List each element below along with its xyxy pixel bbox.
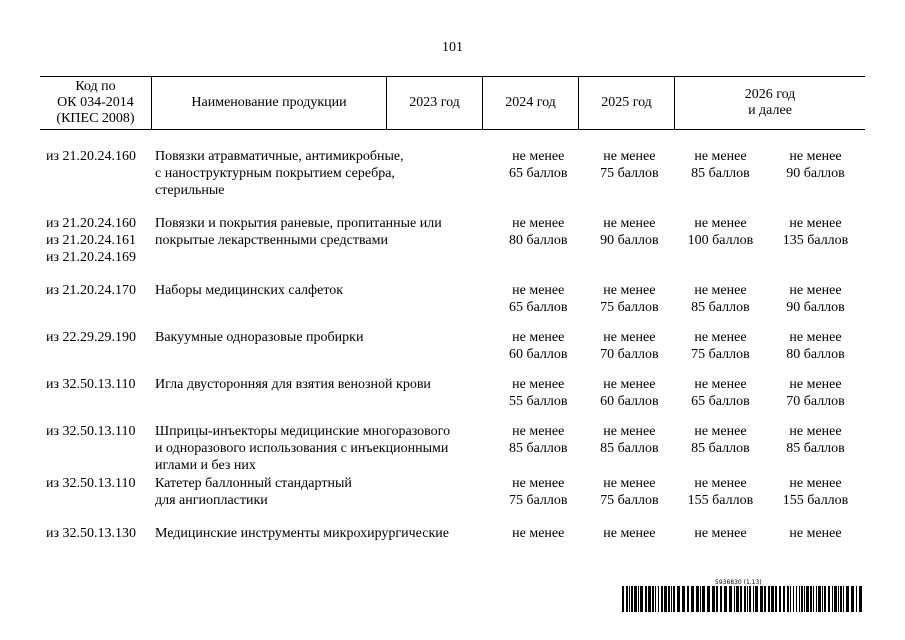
target-value-cell (493, 215, 584, 266)
target-value-cell (675, 148, 766, 199)
target-value-line: 85 баллов (600, 441, 659, 456)
barcode-bar (747, 586, 748, 612)
target-value-line: не менее (789, 476, 842, 491)
target-value-line: не менее (512, 476, 565, 491)
product-name-cell (150, 148, 493, 199)
product-name-line: для ангиопластики (154, 493, 268, 508)
target-value-line: не менее (694, 149, 747, 164)
product-code: из 32.50.13.110 (46, 476, 136, 491)
barcode-bar (768, 586, 770, 612)
target-value-line: 85 баллов (691, 441, 750, 456)
product-name-cell (150, 376, 493, 410)
product-code: из 32.50.13.130 (46, 526, 137, 541)
target-value-line: 70 баллов (600, 347, 659, 362)
target-value-line: не менее (789, 149, 842, 164)
barcode-bar (816, 586, 817, 612)
barcode-bar (760, 586, 763, 612)
product-code: из 32.50.13.110 (46, 377, 136, 392)
target-value-line: 75 баллов (508, 493, 568, 508)
target-value-line: не менее (694, 377, 747, 392)
product-name-line: Вакуумные одноразовые пробирки (154, 330, 364, 345)
target-value-line: не менее (512, 424, 565, 439)
barcode-bar (796, 586, 797, 612)
target-value-line: не менее (603, 377, 656, 392)
barcode-bar (793, 586, 794, 612)
product-code-cell (40, 282, 150, 316)
target-value-line: не менее (603, 216, 656, 231)
product-name-cell (150, 215, 493, 266)
barcode-image (622, 586, 865, 612)
barcode-bar (744, 586, 746, 612)
barcode-bar (843, 586, 844, 612)
barcode-bar (775, 586, 777, 612)
target-value-line: не менее (789, 330, 842, 345)
barcode-bar (859, 586, 862, 612)
header-2026-line: и далее (748, 103, 792, 118)
barcode-bar (753, 586, 754, 612)
barcode-bar (648, 586, 651, 612)
barcode-bar (626, 586, 628, 612)
target-value-line: 75 баллов (600, 493, 659, 508)
barcode-bar (818, 586, 821, 612)
target-value-line: 80 баллов (786, 347, 845, 362)
barcode-bar (671, 586, 672, 612)
target-value-line: не менее (789, 283, 842, 298)
product-name-line: Катетер баллонный стандартный (154, 476, 352, 491)
barcode-bar (712, 586, 715, 612)
barcode-bar (702, 586, 705, 612)
barcode-bar (834, 586, 837, 612)
barcode-bar (677, 586, 680, 612)
barcode-label: 5936830 (1.13) (715, 579, 762, 586)
target-value-line: не менее (789, 216, 842, 231)
target-value-line: 65 баллов (691, 394, 750, 409)
target-value-line: 60 баллов (600, 394, 659, 409)
target-value-line: 70 баллов (786, 394, 845, 409)
target-value-cell (584, 475, 675, 509)
product-code: из 21.20.24.161 (46, 233, 137, 248)
barcode-bar (652, 586, 654, 612)
barcode-bar (799, 586, 800, 612)
target-value-cell (766, 376, 865, 410)
barcode-bar (740, 586, 742, 612)
barcode-bar (838, 586, 839, 612)
target-value-cell (584, 215, 675, 266)
target-value-line: 65 баллов (508, 166, 568, 181)
target-value-line: не менее (694, 216, 747, 231)
target-value-line: 85 баллов (691, 166, 750, 181)
barcode-bar (801, 586, 803, 612)
header-code-line: ОК 034-2014 (57, 95, 134, 110)
target-value-line: 135 баллов (782, 233, 849, 248)
target-value-line: 155 баллов (687, 493, 754, 508)
barcode-bar (634, 586, 637, 612)
target-value-line: 90 баллов (786, 166, 845, 181)
product-name-line: покрытые лекарственными средствами (154, 233, 388, 248)
target-value-cell (766, 423, 865, 474)
table-row (40, 475, 865, 509)
barcode-bar (813, 586, 814, 612)
product-code-cell (40, 423, 150, 474)
barcode-bar (720, 586, 722, 612)
product-name-line: стерильные (154, 183, 225, 198)
target-value-line: не менее (694, 424, 747, 439)
barcode-bar (661, 586, 663, 612)
target-value-cell (584, 376, 675, 410)
target-value-line: 65 баллов (508, 300, 568, 315)
barcode-bar (658, 586, 659, 612)
target-value-line: 75 баллов (600, 166, 659, 181)
target-value-line: не менее (603, 330, 656, 345)
target-value-cell (675, 215, 766, 266)
header-2024: 2024 год (482, 77, 578, 129)
barcode-bar (645, 586, 647, 612)
target-value-line: 90 баллов (600, 233, 659, 248)
product-name-cell (150, 525, 493, 542)
product-code: из 32.50.13.110 (46, 424, 136, 439)
target-value-cell (493, 376, 584, 410)
product-name-line: с наноструктурным покрытием серебра, (154, 166, 395, 181)
target-value-cell (584, 423, 675, 474)
target-value-cell (675, 475, 766, 509)
product-name-line: Повязки и покрытия раневые, пропитанные или (154, 216, 442, 231)
product-code: из 22.29.29.190 (46, 330, 137, 345)
header-code-line: Код по (75, 79, 116, 94)
barcode-bar (828, 586, 830, 612)
table-row (40, 423, 865, 474)
product-code: из 21.20.24.160 (46, 149, 137, 164)
target-value-cell (766, 475, 865, 509)
barcode-bar (787, 586, 789, 612)
barcode-bar (729, 586, 732, 612)
barcode-bar (779, 586, 781, 612)
product-name-cell (150, 329, 493, 363)
target-value-line: 85 баллов (691, 300, 750, 315)
barcode-bar (673, 586, 675, 612)
target-value-line: 75 баллов (691, 347, 750, 362)
target-value-line: 55 баллов (508, 394, 568, 409)
target-value-line: не менее (694, 476, 747, 491)
product-code-cell (40, 475, 150, 509)
barcode-bar (696, 586, 699, 612)
target-value-cell (675, 329, 766, 363)
product-name-line: и одноразового использования с инъекционными (154, 441, 449, 456)
target-value-line: не менее (512, 526, 565, 541)
target-value-line: не менее (603, 476, 656, 491)
table-body (40, 148, 865, 542)
barcode-bar (783, 586, 785, 612)
barcode-bar (832, 586, 833, 612)
target-value-cell (675, 376, 766, 410)
target-value-cell (766, 525, 865, 542)
target-value-cell (766, 329, 865, 363)
barcode-bar (682, 586, 685, 612)
target-value-line: 100 баллов (687, 233, 754, 248)
table-row (40, 376, 865, 410)
barcode-bar (664, 586, 667, 612)
target-value-line: 60 баллов (508, 347, 568, 362)
target-value-line: не менее (694, 283, 747, 298)
table-row (40, 148, 865, 199)
target-value-cell (493, 525, 584, 542)
table-row (40, 282, 865, 316)
target-value-cell (766, 282, 865, 316)
target-value-cell (493, 148, 584, 199)
target-value-cell (766, 215, 865, 266)
table-header (40, 76, 865, 130)
barcode-bar (629, 586, 630, 612)
header-2026-line: 2026 год (744, 87, 796, 102)
target-value-cell (675, 525, 766, 542)
target-value-line: не менее (603, 424, 656, 439)
product-code: из 21.20.24.169 (46, 250, 137, 265)
target-value-cell (584, 148, 675, 199)
target-value-cell (584, 329, 675, 363)
product-code-cell (40, 525, 150, 542)
product-code-cell (40, 376, 150, 410)
target-value-line: не менее (603, 283, 656, 298)
barcode-bar (840, 586, 842, 612)
barcode-bar (707, 586, 710, 612)
target-value-line: не менее (789, 526, 842, 541)
target-value-cell (493, 329, 584, 363)
barcode-bar (736, 586, 739, 612)
table-row (40, 525, 865, 542)
barcode-bar (640, 586, 643, 612)
product-code-cell (40, 215, 150, 266)
target-value-cell (493, 423, 584, 474)
table-row (40, 329, 865, 363)
barcode-bar (755, 586, 758, 612)
barcode-bar (631, 586, 633, 612)
barcode-bar (771, 586, 774, 612)
header-code-line: (КПЕС 2008) (56, 111, 135, 126)
product-code-cell (40, 148, 150, 199)
barcode-bar (846, 586, 849, 612)
target-value-line: не менее (512, 377, 565, 392)
target-value-line: 80 баллов (508, 233, 568, 248)
target-value-line: не менее (512, 149, 565, 164)
product-name-line: Повязки атравматичные, антимикробные, (154, 149, 404, 164)
header-2025: 2025 год (578, 77, 674, 129)
table-row (40, 215, 865, 266)
target-value-line: 155 баллов (782, 493, 849, 508)
target-value-line: 75 баллов (600, 300, 659, 315)
target-value-line: не менее (603, 149, 656, 164)
target-value-cell (675, 423, 766, 474)
barcode-bar (790, 586, 791, 612)
product-name-line: иглами и без них (154, 458, 256, 473)
target-value-line: 85 баллов (786, 441, 845, 456)
header-code (40, 77, 151, 129)
target-value-line: не менее (512, 283, 565, 298)
barcode-bar (668, 586, 670, 612)
target-value-cell (493, 475, 584, 509)
header-2026 (674, 77, 865, 129)
barcode-bar (691, 586, 694, 612)
header-name: Наименование продукции (151, 77, 386, 129)
barcode-bar (622, 586, 624, 612)
target-value-line: не менее (789, 377, 842, 392)
page-number: 101 (442, 40, 463, 55)
target-value-cell (493, 282, 584, 316)
product-name-cell (150, 282, 493, 316)
product-name-line: Медицинские инструменты микрохирургические (154, 526, 449, 541)
product-name-line: Игла двусторонняя для взятия венозной крови (154, 377, 431, 392)
target-value-cell (584, 525, 675, 542)
barcode-bar (810, 586, 812, 612)
product-name-line: Шприцы-инъекторы медицинские многоразового (154, 424, 451, 439)
header-2023: 2023 год (386, 77, 482, 129)
barcode-bar (851, 586, 854, 612)
barcode-bar (638, 586, 639, 612)
target-value-line: не менее (789, 424, 842, 439)
target-value-line: не менее (694, 330, 747, 345)
barcode-bar (822, 586, 823, 612)
target-value-line: не менее (694, 526, 747, 541)
barcode-bar (655, 586, 656, 612)
barcode-bar (749, 586, 751, 612)
barcode-bar (804, 586, 805, 612)
product-code: из 21.20.24.160 (46, 216, 137, 231)
barcode-bar (700, 586, 701, 612)
product-code-cell (40, 329, 150, 363)
product-name-cell (150, 423, 493, 474)
target-value-cell (675, 282, 766, 316)
target-value-cell (584, 282, 675, 316)
target-value-line: не менее (512, 330, 565, 345)
target-value-cell (766, 148, 865, 199)
barcode-bar (734, 586, 735, 612)
target-value-line: 85 баллов (508, 441, 568, 456)
barcode-bar (724, 586, 727, 612)
product-name-cell (150, 475, 493, 509)
barcode-bar (856, 586, 857, 612)
barcode-bar (764, 586, 766, 612)
product-code: из 21.20.24.170 (46, 283, 137, 298)
product-name-line: Наборы медицинских салфеток (154, 283, 344, 298)
barcode-bar (687, 586, 689, 612)
barcode-bar (824, 586, 826, 612)
barcode-bar (716, 586, 718, 612)
target-value-line: 90 баллов (786, 300, 845, 315)
barcode-bar (806, 586, 809, 612)
target-value-line: не менее (512, 216, 565, 231)
target-value-line: не менее (603, 526, 656, 541)
